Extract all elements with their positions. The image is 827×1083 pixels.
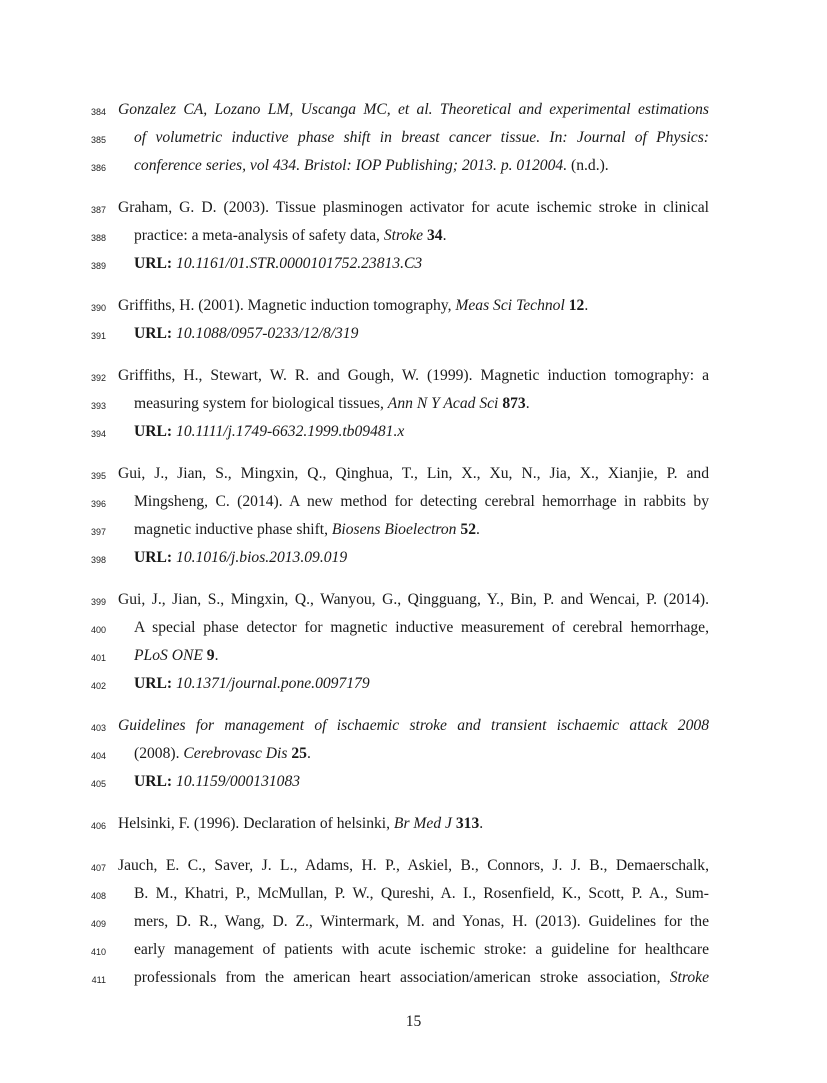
bold-text: URL: [134, 675, 173, 692]
reference-text [134, 744, 311, 764]
italic-text: 10.1111/j.1749-6632.1999.tb09481.x [176, 423, 405, 440]
line-number: 392 [90, 373, 106, 383]
line-number: 385 [90, 135, 106, 145]
reference-text [118, 716, 709, 736]
reference-text [118, 296, 588, 316]
reference-text [134, 674, 370, 694]
italic-text: 10.1016/j.bios.2013.09.019 [176, 549, 348, 566]
text-segment: . [525, 395, 530, 412]
line-number: 393 [90, 401, 106, 411]
line-number: 389 [90, 261, 106, 271]
reference-line [0, 296, 827, 324]
italic-text: Ann N Y Acad Sci [387, 395, 499, 412]
italic-text: Stroke [383, 227, 424, 244]
reference-text [134, 884, 709, 904]
line-number: 396 [90, 499, 106, 509]
line-number: 404 [90, 751, 106, 761]
reference-line [0, 464, 827, 492]
line-number: 399 [90, 597, 106, 607]
reference-text [134, 226, 446, 246]
text-segment: Jauch, E. C., Saver, J. L., Adams, H. P., Askiel, B., Connors, J. J. B., Demaerschalk, [118, 857, 709, 874]
reference-line [0, 366, 827, 394]
text-segment: magnetic inductive phase shift, [134, 521, 332, 538]
italic-text: of volumetric inductive phase shift in breast cancer tissue. In: Journal of Physics: [134, 129, 709, 146]
line-number: 411 [91, 975, 106, 985]
italic-text: Br Med J [393, 815, 452, 832]
italic-text: PLoS ONE [134, 647, 203, 664]
line-number: 400 [90, 625, 106, 635]
text-segment: . [442, 227, 447, 244]
line-number: 407 [90, 863, 106, 873]
text-segment: mers, D. R., Wang, D. Z., Wintermark, M. and Yonas, H. (2013). Guidelines for the [134, 913, 709, 930]
reference-text [118, 856, 709, 876]
reference-line [0, 590, 827, 618]
line-number: 403 [90, 723, 106, 733]
reference-text [134, 128, 709, 148]
reference-text [118, 366, 709, 386]
italic-text: Cerebrovasc Dis [183, 745, 288, 762]
reference-line [0, 492, 827, 520]
text-segment: . [479, 815, 484, 832]
text-segment: Gui, J., Jian, S., Mingxin, Q., Wanyou, G., Qingguang, Y., Bin, P. and Wencai, P. (2014). [118, 591, 709, 608]
text-segment: Helsinki, F. (1996). Declaration of helsinki, [118, 815, 394, 832]
italic-text: 10.1159/000131083 [176, 773, 301, 790]
reference-text [118, 464, 709, 484]
text-segment: practice: a meta-analysis of safety data, [134, 227, 384, 244]
reference-text [134, 422, 404, 442]
text-segment: A special phase detector for magnetic inductive measurement of cerebral hemorrhage, [134, 619, 709, 636]
text-segment: Griffiths, H., Stewart, W. R. and Gough, W. (1999). Magnetic induction tomography: a [118, 367, 709, 384]
text-segment: Griffiths, H. (2001). Magnetic induction tomography, [118, 297, 456, 314]
text-segment: Mingsheng, C. (2014). A new method for detecting cerebral hemorrhage in rabbits by [134, 493, 709, 510]
reference-line [0, 772, 827, 800]
line-number: 398 [90, 555, 106, 565]
italic-text: Guidelines for management of ischaemic stroke and transient ischaemic attack 2008 [118, 717, 709, 734]
reference-line [0, 968, 827, 996]
reference-text [118, 198, 709, 218]
line-number: 384 [90, 107, 106, 117]
reference-line [0, 744, 827, 772]
page-number: 15 [405, 1013, 422, 1030]
reference-line [0, 646, 827, 674]
line-number: 409 [90, 919, 106, 929]
line-number: 386 [90, 163, 106, 173]
reference-text [134, 394, 530, 414]
line-number: 390 [90, 303, 106, 313]
reference-line [0, 618, 827, 646]
bold-text: 25 [291, 745, 307, 762]
reference-line [0, 856, 827, 884]
line-number: 410 [90, 947, 106, 957]
reference-text [134, 940, 709, 960]
reference-text [134, 646, 219, 666]
text-segment: . [306, 745, 311, 762]
reference-text [134, 912, 709, 932]
italic-text: 10.1371/journal.pone.0097179 [176, 675, 370, 692]
reference-text [134, 324, 358, 344]
reference-text [134, 492, 709, 512]
reference-line [0, 674, 827, 702]
text-segment: . [475, 521, 480, 538]
text-segment: professionals from the american heart association/american stroke association, [134, 969, 670, 986]
reference-text [134, 968, 709, 988]
bold-text: 9 [206, 647, 215, 664]
text-segment: Gui, J., Jian, S., Mingxin, Q., Qinghua, T., Lin, X., Xu, N., Jia, X., Xianjie, P. and [118, 465, 709, 482]
text-segment: Graham, G. D. (2003). Tissue plasminogen activator for acute ischemic stroke in clinical [118, 199, 709, 216]
reference-text [134, 520, 480, 540]
line-number: 394 [90, 429, 106, 439]
reference-line [0, 520, 827, 548]
bold-text: URL: [134, 549, 173, 566]
reference-line [0, 912, 827, 940]
reference-text [134, 618, 709, 638]
line-number: 397 [90, 527, 106, 537]
reference-line [0, 940, 827, 968]
reference-line [0, 814, 827, 842]
line-number: 387 [90, 205, 106, 215]
reference-text [118, 100, 709, 120]
text-segment: . [584, 297, 589, 314]
line-number: 401 [90, 653, 106, 663]
reference-line [0, 394, 827, 422]
italic-text: Meas Sci Technol [455, 297, 565, 314]
reference-line [0, 324, 827, 352]
bold-text: 12 [568, 297, 585, 314]
reference-text [134, 548, 347, 568]
reference-line [0, 198, 827, 226]
bold-text: 873 [502, 395, 526, 412]
line-number: 395 [90, 471, 106, 481]
line-number: 402 [90, 681, 106, 691]
reference-line [0, 100, 827, 128]
italic-text: conference series, vol 434. Bristol: IOP Publishing; 2013. p. 012004. [134, 157, 568, 174]
italic-text: Biosens Bioelectron [331, 521, 457, 538]
reference-line [0, 128, 827, 156]
text-segment: (2008). [134, 745, 184, 762]
reference-text [134, 772, 300, 792]
reference-text [134, 156, 609, 176]
bold-text: URL: [134, 255, 173, 272]
reference-line [0, 716, 827, 744]
bold-text: URL: [134, 423, 173, 440]
line-number: 406 [90, 821, 106, 831]
bold-text: URL: [134, 773, 173, 790]
line-number: 408 [90, 891, 106, 901]
bold-text: 34 [426, 227, 443, 244]
italic-text: Gonzalez CA, Lozano LM, Uscanga MC, et al. Theoretical and experimental estimations [118, 101, 709, 118]
text-segment: (n.d.). [567, 157, 609, 174]
line-number: 388 [90, 233, 106, 243]
reference-line [0, 226, 827, 254]
reference-text [118, 814, 483, 834]
text-segment: measuring system for biological tissues, [134, 395, 388, 412]
reference-line [0, 254, 827, 282]
reference-text [118, 590, 709, 610]
reference-text [134, 254, 422, 274]
bold-text: 52 [460, 521, 476, 538]
line-number: 391 [90, 331, 106, 341]
text-segment: . [214, 647, 219, 664]
text-segment: early management of patients with acute ischemic stroke: a guideline for healthcare [134, 941, 709, 958]
italic-text: 10.1088/0957-0233/12/8/319 [176, 325, 359, 342]
line-number: 405 [90, 779, 106, 789]
reference-line [0, 884, 827, 912]
reference-line [0, 548, 827, 576]
reference-line [0, 156, 827, 184]
reference-line [0, 422, 827, 450]
bold-text: URL: [134, 325, 173, 342]
text-segment: B. M., Khatri, P., McMullan, P. W., Qureshi, A. I., Rosenfield, K., Scott, P. A., Sum- [134, 885, 709, 902]
italic-text: Stroke [669, 969, 709, 986]
bold-text: 313 [455, 815, 480, 832]
italic-text: 10.1161/01.STR.0000101752.23813.C3 [176, 255, 423, 272]
